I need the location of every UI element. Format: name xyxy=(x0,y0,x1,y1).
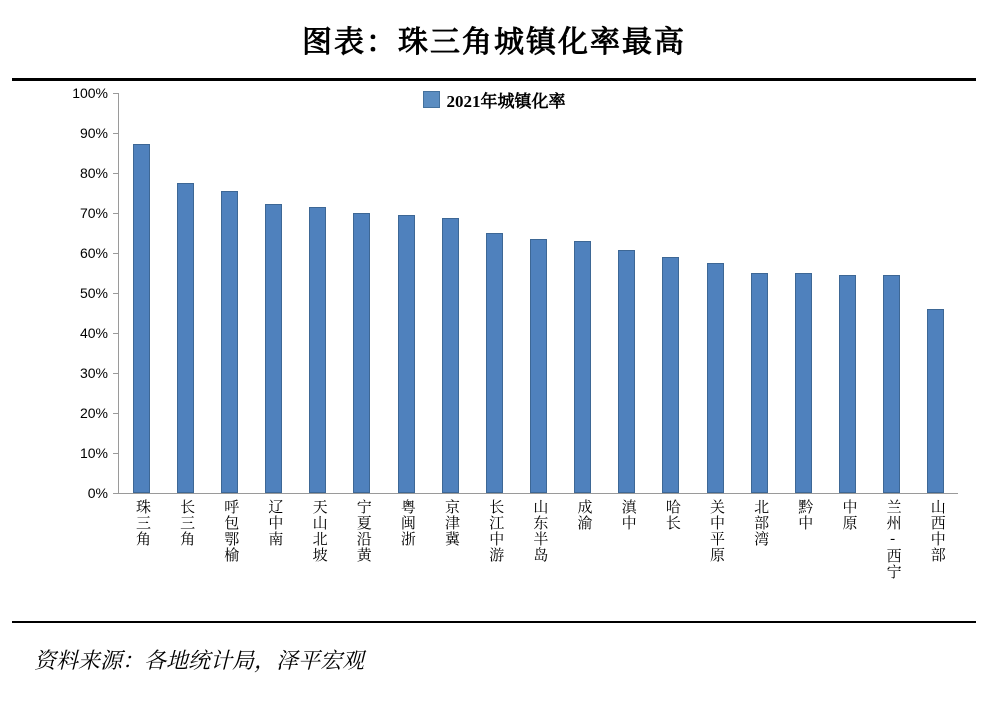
plot-area xyxy=(60,85,960,603)
source-note: 资料来源：各地统计局，泽平宏观 xyxy=(34,647,365,673)
bar-slot xyxy=(649,93,693,493)
y-axis-tick xyxy=(113,373,118,374)
x-axis-tick-label: 山西中部 xyxy=(928,499,945,563)
bar-slot xyxy=(561,93,605,493)
bar-slot xyxy=(119,93,163,493)
x-axis-tick-label: 兰州-西宁 xyxy=(884,499,901,580)
y-axis-tick xyxy=(113,93,118,94)
x-label-slot xyxy=(737,499,781,580)
y-axis-tick xyxy=(113,133,118,134)
bar[interactable] xyxy=(442,218,459,493)
y-axis-labels xyxy=(60,85,114,501)
bar[interactable] xyxy=(353,213,370,493)
x-label-slot xyxy=(207,499,251,580)
bar[interactable] xyxy=(574,241,591,493)
page-title: 图表：珠三角城镇化率最高 xyxy=(302,26,686,59)
bar[interactable] xyxy=(265,204,282,493)
x-axis-tick-label: 辽中南 xyxy=(266,499,283,547)
x-label-slot xyxy=(914,499,958,580)
bar[interactable] xyxy=(883,275,900,493)
x-axis-tick-label: 京津冀 xyxy=(443,499,460,547)
bar[interactable] xyxy=(309,207,326,493)
x-axis-tick-label: 珠三角 xyxy=(133,499,150,547)
x-axis-tick-label: 中原 xyxy=(840,499,857,531)
bar[interactable] xyxy=(795,273,812,493)
x-label-slot xyxy=(826,499,870,580)
x-axis-tick-label: 长三角 xyxy=(178,499,195,547)
x-axis-tick-label: 天山北坡 xyxy=(310,499,327,563)
x-axis-tick-label: 北部湾 xyxy=(752,499,769,547)
bar-slot xyxy=(870,93,914,493)
x-label-slot xyxy=(251,499,295,580)
bar[interactable] xyxy=(398,215,415,493)
y-axis-tick xyxy=(113,333,118,334)
y-axis-tick-label: 60% xyxy=(79,245,108,261)
x-axis-labels xyxy=(119,499,958,580)
y-axis-tick-label: 50% xyxy=(79,285,108,301)
bar[interactable] xyxy=(530,239,547,493)
bar-slot xyxy=(516,93,560,493)
bar-slot xyxy=(605,93,649,493)
bar-slot xyxy=(296,93,340,493)
bar-slot xyxy=(163,93,207,493)
bar-slot xyxy=(781,93,825,493)
y-axis-tick xyxy=(113,413,118,414)
y-axis-tick-label: 90% xyxy=(79,125,108,141)
bar-slot xyxy=(472,93,516,493)
bar-slot xyxy=(251,93,295,493)
y-axis-tick-label: 0% xyxy=(87,485,108,501)
bar[interactable] xyxy=(221,191,238,493)
x-label-slot xyxy=(649,499,693,580)
x-axis-tick-label: 关中平原 xyxy=(707,499,724,563)
bar[interactable] xyxy=(839,275,856,493)
x-axis-tick-label: 黔中 xyxy=(796,499,813,531)
source-area xyxy=(0,623,988,695)
x-label-slot xyxy=(516,499,560,580)
bar[interactable] xyxy=(177,183,194,493)
bar-slot xyxy=(737,93,781,493)
x-label-slot xyxy=(163,499,207,580)
bar-slot xyxy=(693,93,737,493)
y-axis-tick-label: 10% xyxy=(79,445,108,461)
x-label-slot xyxy=(561,499,605,580)
y-axis-tick xyxy=(113,253,118,254)
x-label-slot xyxy=(605,499,649,580)
bar-slot xyxy=(826,93,870,493)
y-axis-tick-label: 40% xyxy=(79,325,108,341)
y-axis-tick-label: 30% xyxy=(79,365,108,381)
bar[interactable] xyxy=(662,257,679,493)
chart-area xyxy=(0,81,988,621)
bar-slot xyxy=(207,93,251,493)
bar[interactable] xyxy=(618,250,635,493)
y-axis-tick xyxy=(113,493,118,494)
bar-slot xyxy=(384,93,428,493)
y-axis-tick xyxy=(113,213,118,214)
x-label-slot xyxy=(428,499,472,580)
bar-slot xyxy=(914,93,958,493)
x-axis-tick-label: 长江中游 xyxy=(487,499,504,563)
x-axis-tick-label: 哈长 xyxy=(663,499,680,531)
x-label-slot xyxy=(870,499,914,580)
x-label-slot xyxy=(296,499,340,580)
y-axis-tick-label: 80% xyxy=(79,165,108,181)
x-label-slot xyxy=(781,499,825,580)
y-axis-tick-label: 70% xyxy=(79,205,108,221)
x-axis-tick-label: 宁夏沿黄 xyxy=(354,499,371,563)
bar-slot xyxy=(340,93,384,493)
y-axis-tick xyxy=(113,453,118,454)
x-label-slot xyxy=(693,499,737,580)
x-axis-tick-label: 成渝 xyxy=(575,499,592,531)
x-label-slot xyxy=(472,499,516,580)
y-axis-tick-label: 100% xyxy=(72,85,108,101)
y-axis-tick-label: 20% xyxy=(79,405,108,421)
bar[interactable] xyxy=(927,309,944,493)
legend-label: 2021年城镇化率 xyxy=(446,92,566,111)
bar[interactable] xyxy=(133,144,150,493)
x-axis-tick-label: 呼包鄂榆 xyxy=(222,499,239,563)
x-label-slot xyxy=(384,499,428,580)
x-label-slot xyxy=(119,499,163,580)
x-axis-line xyxy=(118,493,958,494)
title-area xyxy=(0,0,988,78)
bars-container xyxy=(119,93,958,493)
y-axis-tick xyxy=(113,293,118,294)
bar[interactable] xyxy=(707,263,724,493)
x-axis-tick-label: 粤闽浙 xyxy=(398,499,415,547)
x-axis-tick-label: 滇中 xyxy=(619,499,636,531)
bar[interactable] xyxy=(751,273,768,493)
x-label-slot xyxy=(340,499,384,580)
bar[interactable] xyxy=(486,233,503,493)
y-axis-tick xyxy=(113,173,118,174)
x-axis-tick-label: 山东半岛 xyxy=(531,499,548,563)
bar-slot xyxy=(428,93,472,493)
